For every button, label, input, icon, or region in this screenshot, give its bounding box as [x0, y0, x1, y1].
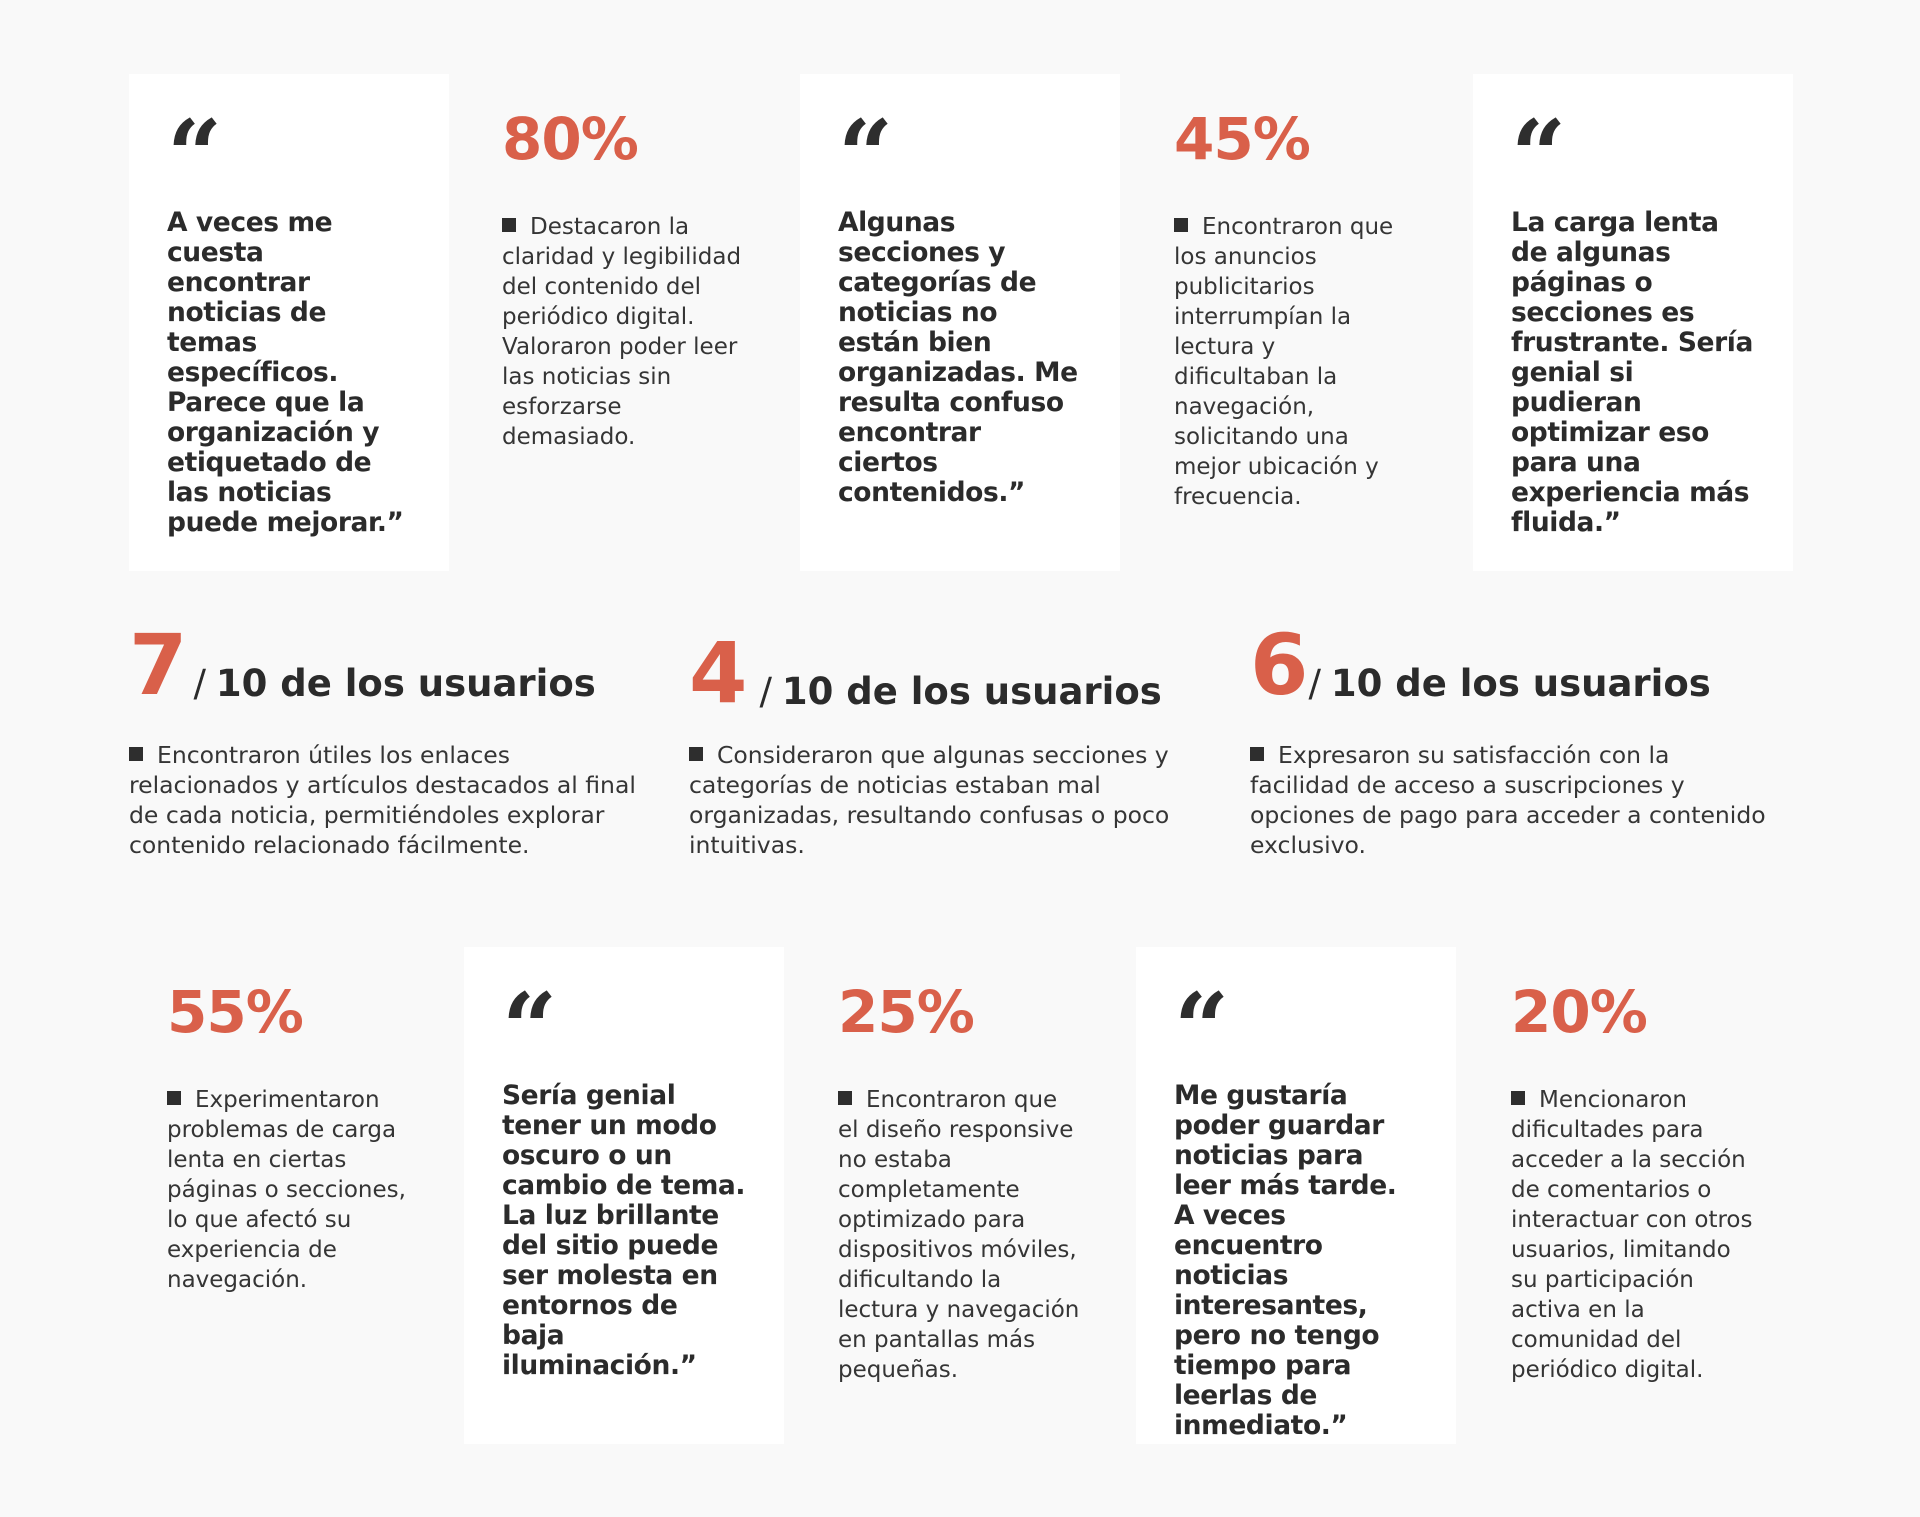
users-slash: /: [193, 662, 206, 705]
bullet-square-icon: [838, 1091, 852, 1105]
stat-card-25: [800, 947, 1120, 1444]
stat-description-text: Destacaron la claridad y legibilidad del contenido del periódico digital. Valoraron poder leer las noticias sin esforzarse demasiado.: [502, 214, 742, 450]
quote-text: Algunas secciones y categorías de noticias no están bien organizadas. Me resulta confuso encontrar ciertos contenidos.”: [838, 207, 1078, 508]
stat-description-text: Encontraron que el diseño responsive no estaba completamente optimizado para dispositivos móviles, dificultando la lectura y navegación en pantallas más pequeñas.: [838, 1087, 1080, 1383]
users-stat-description: [689, 740, 1219, 860]
quote-card-5: [1136, 947, 1456, 1444]
users-count: 7: [129, 616, 186, 715]
users-slash: /: [759, 670, 772, 713]
stat-card-20: [1473, 947, 1793, 1444]
users-stat-4: [689, 624, 1219, 860]
users-count: 6: [1250, 616, 1307, 715]
stat-value: 20%: [1511, 978, 1647, 1046]
stat-description: [1174, 212, 1418, 512]
bullet-square-icon: [1511, 1091, 1525, 1105]
users-stat-description-text: Expresaron su satisfacción con la facilidad de acceso a suscripciones y opciones de pago para acceder a contenido exclusivo.: [1250, 741, 1766, 859]
bullet-square-icon: [167, 1091, 181, 1105]
users-count: 4: [689, 624, 746, 723]
users-label: [193, 662, 596, 705]
users-stat-heading: [1250, 616, 1770, 715]
quote-open-icon: “: [1511, 99, 1563, 212]
quote-text: La carga lenta de algunas páginas o secciones es frustrante. Sería genial si pudieran optimizar eso para una experiencia más fluida.”: [1511, 207, 1753, 538]
stat-value: 80%: [502, 105, 638, 173]
users-stat-6: [1250, 616, 1770, 860]
users-stat-heading: [129, 616, 649, 715]
bullet-square-icon: [129, 747, 143, 761]
quote-open-icon: “: [1174, 972, 1226, 1085]
stat-card-80: [464, 74, 784, 571]
stat-description-text: Experimentaron problemas de carga lenta en ciertas páginas o secciones, lo que afectó su experiencia de navegación.: [167, 1087, 406, 1293]
quote-open-icon: “: [502, 972, 554, 1085]
quote-card-1: [129, 74, 449, 571]
quote-card-2: [800, 74, 1120, 571]
stat-value: 55%: [167, 978, 303, 1046]
users-label-text: 10 de los usuarios: [781, 670, 1162, 713]
bullet-square-icon: [502, 218, 516, 232]
stat-description-text: Encontraron que los anuncios publicitarios interrumpían la lectura y dificultaban la navegación, solicitando una mejor ubicación y frecuencia.: [1174, 214, 1394, 510]
users-label-text: 10 de los usuarios: [1330, 662, 1711, 705]
stat-description: [1511, 1085, 1755, 1385]
stat-value: 25%: [838, 978, 974, 1046]
users-slash: /: [1308, 662, 1321, 705]
users-stat-description-text: Consideraron que algunas secciones y categorías de noticias estaban mal organizadas, resultando confusas o poco intuitivas.: [689, 741, 1170, 859]
users-label: [1308, 662, 1711, 705]
bullet-square-icon: [689, 747, 703, 761]
users-stat-description: [1250, 740, 1770, 860]
stat-value: 45%: [1174, 105, 1310, 173]
stat-card-55: [129, 947, 449, 1444]
users-stat-heading: [689, 624, 1219, 723]
users-label: [759, 670, 1162, 713]
stat-description-text: Mencionaron dificultades para acceder a la sección de comentarios o interactuar con otros usuarios, limitando su participación activa en la comunidad del periódico digital.: [1511, 1087, 1753, 1383]
stat-card-45: [1136, 74, 1456, 571]
quote-text: Me gustaría poder guardar noticias para leer más tarde. A veces encuentro noticias interesantes, pero no tengo tiempo para leerlas de inmediato.”: [1174, 1080, 1397, 1441]
quote-text: Sería genial tener un modo oscuro o un cambio de tema. La luz brillante del sitio puede ser molesta en entornos de baja iluminación.”: [502, 1080, 746, 1381]
quote-card-4: [464, 947, 784, 1444]
quote-text: A veces me cuesta encontrar noticias de temas específicos. Parece que la organización y etiquetado de las noticias puede mejorar.”: [167, 207, 404, 538]
users-stat-description: [129, 740, 649, 860]
users-stat-description-text: Encontraron útiles los enlaces relacionados y artículos destacados al final de cada noticia, permitiéndoles explorar contenido relacionado fácilmente.: [129, 741, 636, 859]
bullet-square-icon: [1250, 747, 1264, 761]
quote-open-icon: “: [167, 99, 219, 212]
quote-open-icon: “: [838, 99, 890, 212]
stat-description: [838, 1085, 1082, 1385]
users-stat-7: [129, 616, 649, 860]
stat-description: [502, 212, 746, 452]
stat-description: [167, 1085, 411, 1295]
users-label-text: 10 de los usuarios: [215, 662, 596, 705]
quote-card-3: [1473, 74, 1793, 571]
bullet-square-icon: [1174, 218, 1188, 232]
